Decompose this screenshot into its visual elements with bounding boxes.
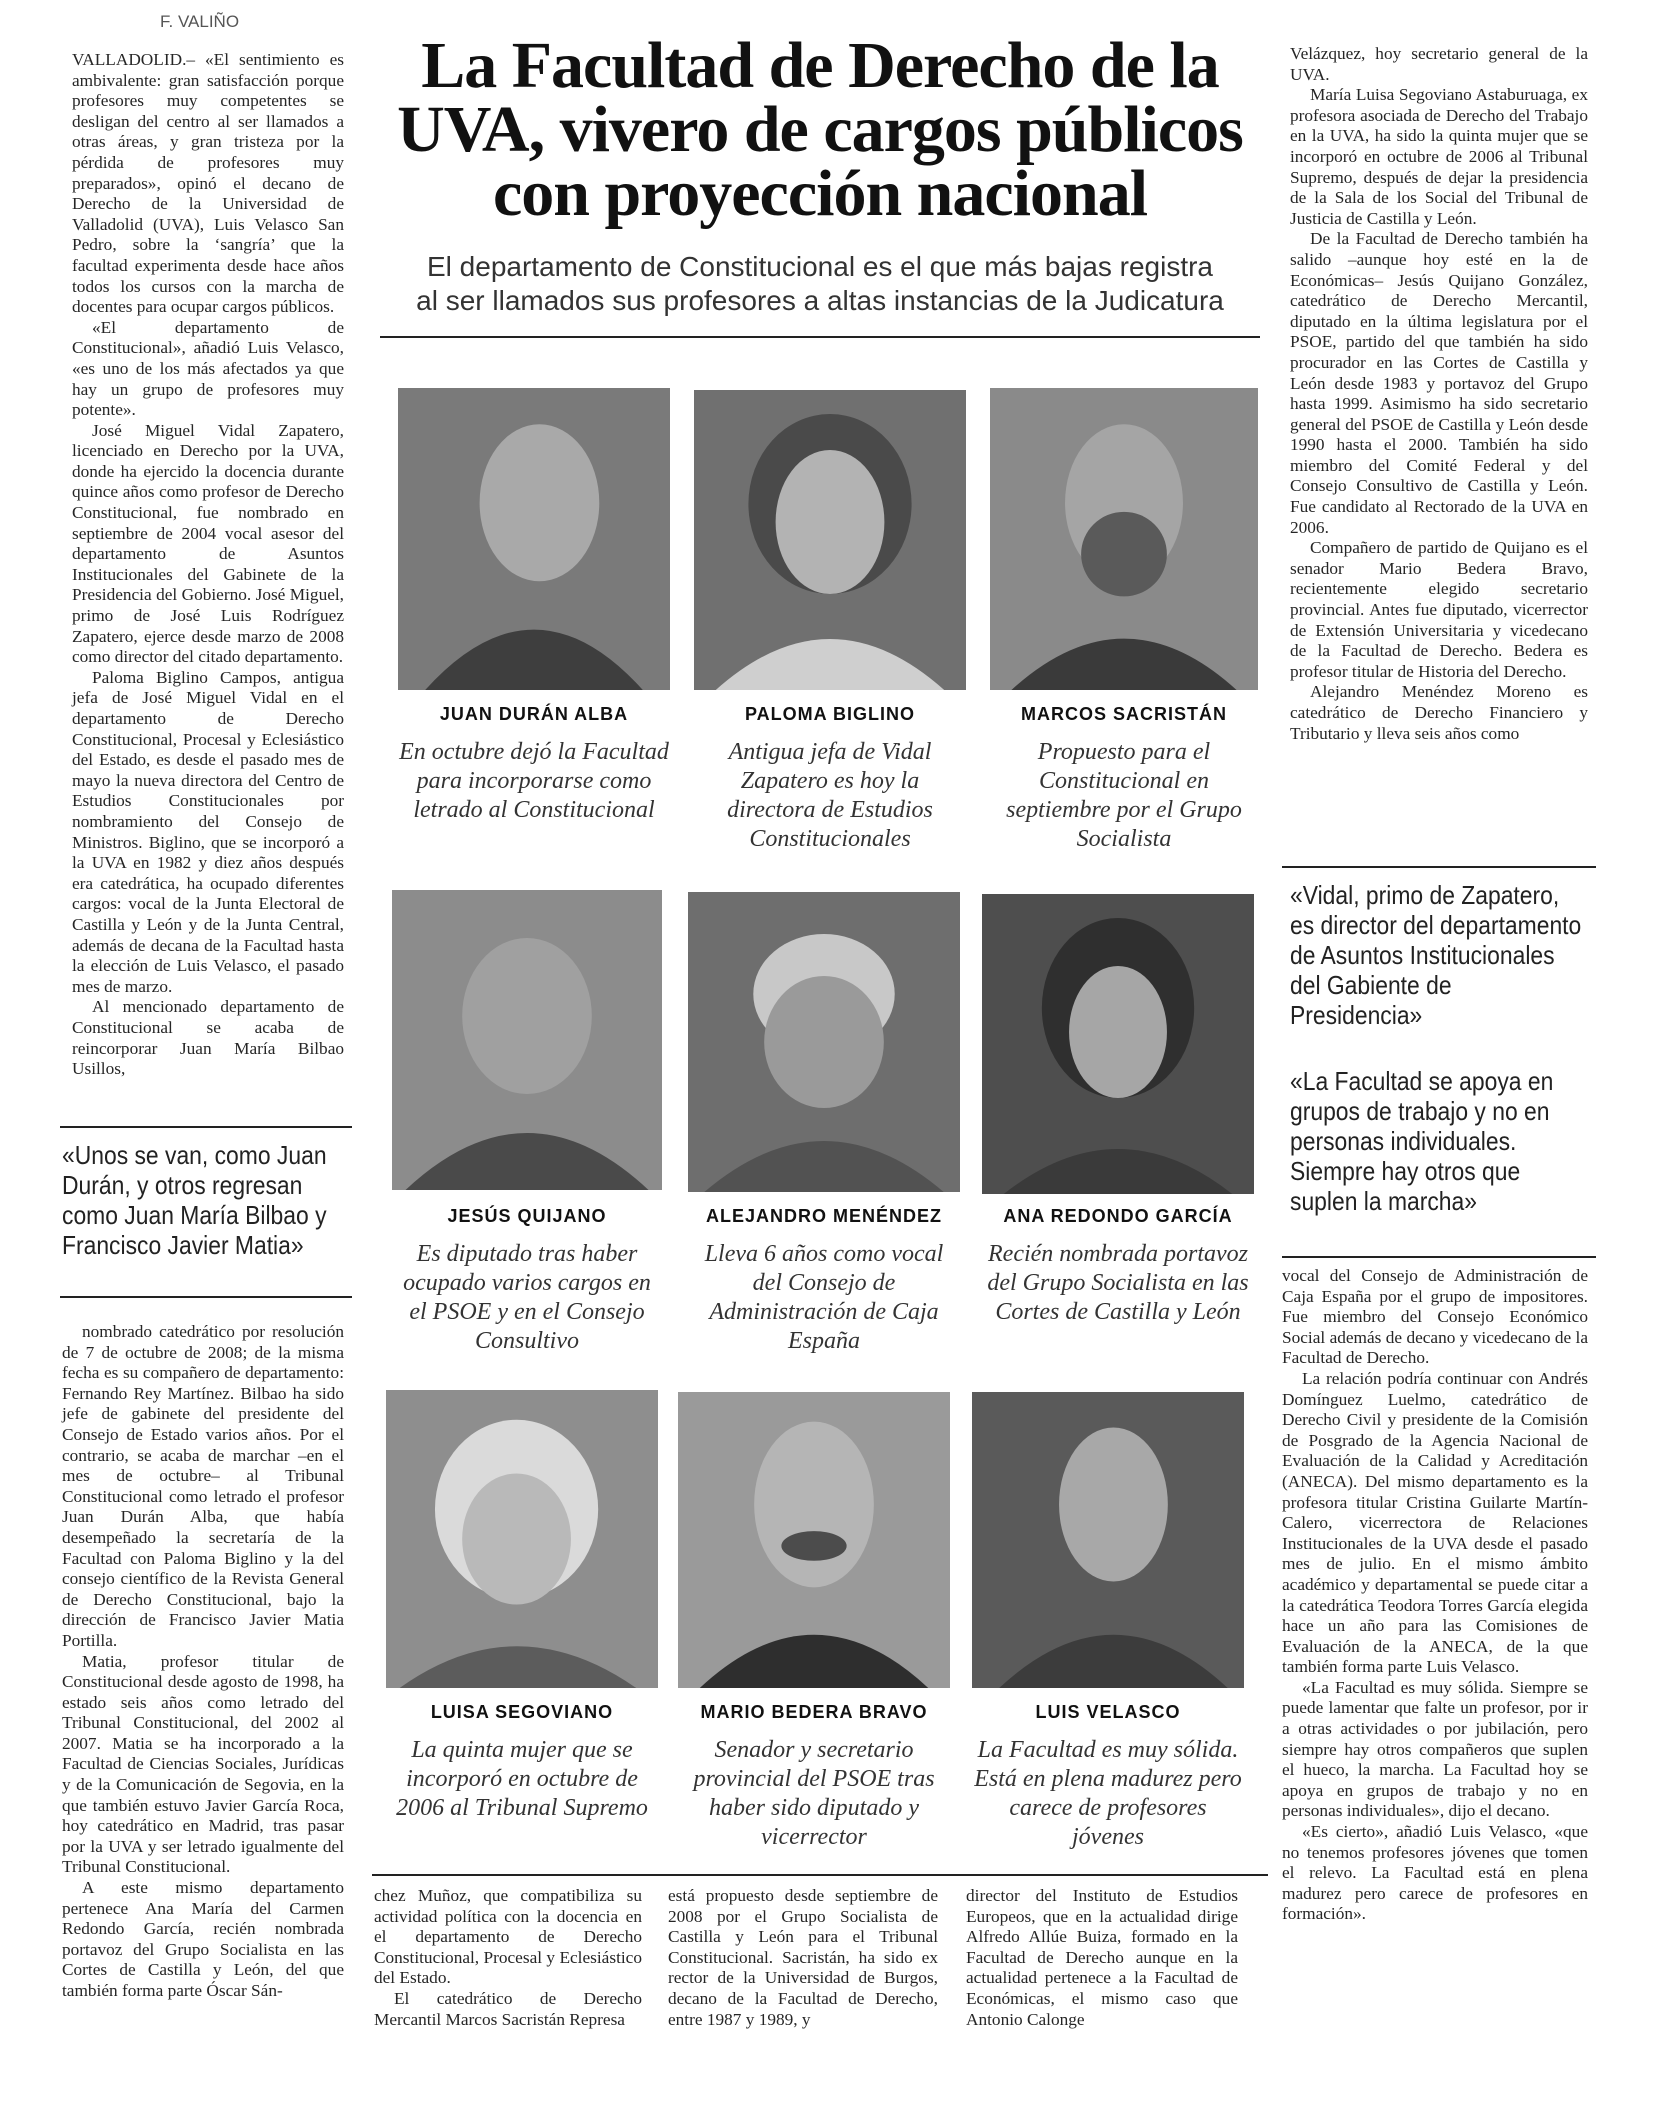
subhead-rule: [380, 336, 1260, 338]
paragraph: nombrado catedrático por resolución de 7 de octubre de 2008; de la misma fecha es su compañero de departamento: Fernando Rey Martínez. Bilbao ha sido jefe de gabinete del presidente del Consejo de Estado varios años. Por el contrario, se acaba de marchar –en el mes de octubre– al Tribunal Constitucional como letrado el profesor Juan Durán Alba, que había desempeñado la secretaría de la Facultad con Paloma Biglino y la del consejo científico de la Revista General de Derecho Constitucional, bajo la dirección de Francisco Javier Matia Portilla.: [62, 1322, 344, 1650]
photo-juan-duran: [398, 388, 670, 690]
quote-rule-bottom: [1282, 1256, 1596, 1258]
photo-luis-velasco: [972, 1392, 1244, 1688]
left-column-top: [72, 50, 344, 1080]
pull-quote-left: «Unos se van, como Juan Durán, y otros regresan como Juan María Bilbao y Francisco Javier Matia»: [62, 1140, 327, 1260]
bottom-column-a: [374, 1886, 642, 2030]
photo-caption: Lleva 6 años como vocal del Consejo de Administración de Caja España: [704, 1241, 944, 1354]
paragraph: Paloma Biglino Campos, antigua jefa de José Miguel Vidal en el departamento de Derecho Constitucional, Procesal y Eclesiástico del Estado, es desde el pasado mes de mayo la nueva directora del Centro de Estudios Constitucionales por nombramiento del Consejo de Ministros. Biglino, que se incorporó a la UVA en 1982 y diez años después era catedrática, ha ocupado diferentes cargos: vocal de la Junta Electoral de Castilla y León y de la Junta Central, además de decana de la Facultad hasta la elección de Luis Velasco, el pasado mes de marzo.: [72, 667, 344, 996]
photo-caption: Antigua jefa de Vidal Zapatero es hoy la directora de Estudios Constitucionales: [727, 739, 933, 852]
paragraph: vocal del Consejo de Administración de Caja España por el grupo de impositores. Fue miembro del Consejo Económico Social además de decano y vicedecano de la Facultad de Derecho.: [1282, 1266, 1588, 1368]
photo-caption: Recién nombrada portavoz del Grupo Socialista en las Cortes de Castilla y León: [987, 1241, 1249, 1325]
paragraph: De la Facultad de Derecho también ha salido –aunque hoy esté en la de Económicas– Jesús Quijano González, catedrático de Derecho Mercantil, diputado en la última legislatura por el PSOE, partido del que también ha sido procurador en las Cortes de Castilla y León desde 1983 y portavoz del Grupo hasta 1999. Asimismo ha sido secretario general del PSOE de Castilla y León desde 1990 hasta el 2000. También ha sido miembro del Comité Federal y del Consejo Consultivo de Castilla y León. Fue candidato al Rectorado de la UVA en 2006.: [1290, 229, 1588, 537]
right-column-top: [1290, 44, 1588, 744]
photo-caption: En octubre dejó la Facultad para incorporarse como letrado al Constitucional: [399, 739, 669, 823]
photo-name: JESÚS QUIJANO: [447, 1206, 607, 1226]
photo-caption: Es diputado tras haber ocupado varios cargos en el PSOE y en el Consejo Consultivo: [403, 1241, 651, 1354]
photo-name: MARIO BEDERA BRAVO: [700, 1702, 928, 1722]
photo-paloma-biglino: [694, 390, 966, 690]
photo-ana-redondo: [982, 894, 1254, 1194]
paragraph: A este mismo departamento pertenece Ana María del Carmen Redondo García, recién nombrada portavoz del Grupo Socialista en las Cortes de Castilla y León, del que también forma parte Óscar Sán-: [62, 1878, 344, 2000]
pull-quote-right-2: «La Facultad se apoya en grupos de trabajo y no en personas individuales. Siempre hay otros que suplen la marcha»: [1290, 1066, 1554, 1216]
photo-caption: La quinta mujer que se incorporó en octubre de 2006 al Tribunal Supremo: [396, 1737, 648, 1821]
photo-mario-bedera: [678, 1392, 950, 1688]
bottom-column-c: [966, 1886, 1238, 2030]
subheadline: [400, 250, 1240, 318]
photo-caption: Propuesto para el Constitucional en septiembre por el Grupo Socialista: [1006, 739, 1242, 852]
quote-rule-top: [1282, 866, 1596, 868]
headline-line: UVA, vivero de cargos públicos: [397, 93, 1243, 166]
left-column-bottom: [62, 1322, 344, 2002]
photo-alejandro-menendez: [688, 892, 960, 1192]
paragraph: director del Instituto de Estudios Europeos, que en la actualidad dirige Alfredo Allúe Buiza, formado en la Facultad de Derecho aunque en la actualidad pertenece a la Facultad de Económicas, el mismo caso que Antonio Calonge: [966, 1886, 1238, 2029]
headline-line: La Facultad de Derecho de la: [421, 29, 1219, 102]
photo-name: LUIS VELASCO: [1035, 1702, 1181, 1722]
right-column-bottom: [1282, 1266, 1588, 1925]
headline: [380, 29, 1260, 230]
photo-name: ANA REDONDO GARCÍA: [1003, 1206, 1233, 1226]
quote-rule-bottom: [60, 1296, 352, 1298]
headline-line: con proyección nacional: [492, 157, 1148, 230]
bottom-column-b: [668, 1886, 938, 2030]
paragraph: «El departamento de Constitucional», añadió Luis Velasco, «es uno de los más afectados ya que hay un grupo de profesores muy potente».: [72, 317, 344, 420]
subhead-line: El departamento de Constitucional es el que más bajas registra: [427, 251, 1213, 282]
paragraph: «Es cierto», añadió Luis Velasco, «que no tenemos profesores jóvenes que tomen el relevo. La Facultad está en plena madurez pero carece de profesores en formación».: [1282, 1822, 1588, 1924]
photo-name: ALEJANDRO MENÉNDEZ: [705, 1206, 942, 1226]
byline: F. VALIÑO: [160, 12, 240, 31]
paragraph: está propuesto desde septiembre de 2008 por el Grupo Socialista de Castilla y León para el Tribunal Constitucional. Sacristán, ha sido ex rector de la Universidad de Burgos, decano de la Facultad de Derecho, entre 1987 y 1989, y: [668, 1886, 938, 2029]
paragraph: Velázquez, hoy secretario general de la UVA.: [1290, 44, 1588, 84]
quote-rule-top: [60, 1126, 352, 1128]
paragraph: María Luisa Segoviano Astaburuaga, ex profesora asociada de Derecho del Trabajo en la UVA, ha sido la quinta mujer que se incorporó en octubre de 2006 al Tribunal Supremo, después de dejar la presidencia de la Sala de los Social del Tribunal de Justicia de Castilla y León.: [1290, 85, 1588, 228]
photo-jesus-quijano: [392, 890, 662, 1190]
paragraph: La relación podría continuar con Andrés Domínguez Luelmo, catedrático de Derecho Civil y presidente de la Comisión de Posgrado de la Agencia Nacional de Evaluación de la Calidad y Acreditación (ANECA). Del mismo departamento es la profesora titular Cristina Guilarte Martín-Calero, vicerrectora de Relaciones Institucionales de la UVA desde el pasado mes de julio. En el mismo ámbito académico y departamental se puede citar a la catedrática Teodora Torres García elegida hace un año para las Comisiones de Evaluación de la ANECA, de la que también forma parte Luis Velasco.: [1282, 1368, 1588, 1677]
photo-caption: La Facultad es muy sólida. Está en plena madurez pero carece de profesores jóvenes: [974, 1737, 1242, 1850]
paragraph: Al mencionado departamento de Constitucional se acaba de reincorporar Juan María Bilbao Usillos,: [72, 997, 344, 1079]
paragraph: VALLADOLID.– «El sentimiento es ambivalente: gran satisfacción porque profesores muy competentes se desligan del centro al ser llamados a otras áreas, y gran tristeza por la pérdida de profesores muy preparados», opinó el decano de Derecho de la Universidad de Valladolid (UVA), Luis Velasco San Pedro, sobre la ‘sangría’ que la facultad experimenta desde hace años todos los cursos con la marcha de docentes para ocupar cargos públicos.: [72, 50, 344, 317]
photo-name: JUAN DURÁN ALBA: [439, 704, 629, 724]
photo-marcos-sacristan: [990, 388, 1258, 690]
photo-name: LUISA SEGOVIANO: [430, 1702, 614, 1722]
photo-block-rule: [372, 1874, 1268, 1876]
paragraph: «La Facultad es muy sólida. Siempre se puede lamentar que falte un profesor, por ir a otras actividades o por jubilación, pero siempre hay otros compañeros que suplen el hueco, la marcha. La Facultad hoy se apoya en grupos de trabajo y no en personas individuales», dijo el decano.: [1282, 1677, 1588, 1821]
pull-quote-right-1: «Vidal, primo de Zapatero, es director del departamento de Asuntos Institucionales del Gabiente de Presidencia»: [1290, 880, 1582, 1030]
paragraph: chez Muñoz, que compatibiliza su actividad política con la docencia en el departamento de Derecho Constitucional, Procesal y Eclesiástico del Estado.: [374, 1886, 642, 1988]
paragraph: El catedrático de Derecho Mercantil Marcos Sacristán Represa: [374, 1988, 642, 2029]
photo-caption: Senador y secretario provincial del PSOE tras haber sido diputado y vicerrector: [693, 1737, 935, 1850]
photo-luisa-segoviano: [386, 1390, 658, 1688]
paragraph: José Miguel Vidal Zapatero, licenciado en Derecho por la UVA, donde ha ejercido la docencia durante quince años como profesor de Derecho Constitucional, fue nombrado en septiembre de 2004 vocal asesor del departamento de Asuntos Institucionales del Gabinete de la Presidencia del Gobierno. José Miguel, primo de José Luis Rodríguez Zapatero, ejerce desde marzo de 2008 como director del citado departamento.: [72, 420, 344, 667]
photo-name: PALOMA BIGLINO: [745, 704, 915, 724]
paragraph: Compañero de partido de Quijano es el senador Mario Bedera Bravo, recientemente elegido secretario provincial. Antes fue diputado, vicerrector de Extensión Universitaria y vicedecano de la Facultad de Derecho. Bedera es profesor titular de Historia del Derecho.: [1290, 538, 1588, 681]
subhead-line: al ser llamados sus profesores a altas instancias de la Judicatura: [416, 285, 1224, 316]
paragraph: Alejandro Menéndez Moreno es catedrático de Derecho Financiero y Tributario y lleva seis años como: [1290, 682, 1588, 743]
photo-name: MARCOS SACRISTÁN: [1020, 704, 1227, 724]
paragraph: Matia, profesor titular de Constitucional desde agosto de 1998, ha estado seis años como letrado del Tribunal Constitucional, del 2002 al 2007. Matia se ha incorporado a la Facultad de Ciencias Sociales, Jurídicas y de la Comunicación de Segovia, en la que también estuvo Javier García Roca, hoy catedrático en Madrid, tras pasar por la UVA y ser letrado igualmente del Tribunal Constitucional.: [62, 1651, 344, 1877]
